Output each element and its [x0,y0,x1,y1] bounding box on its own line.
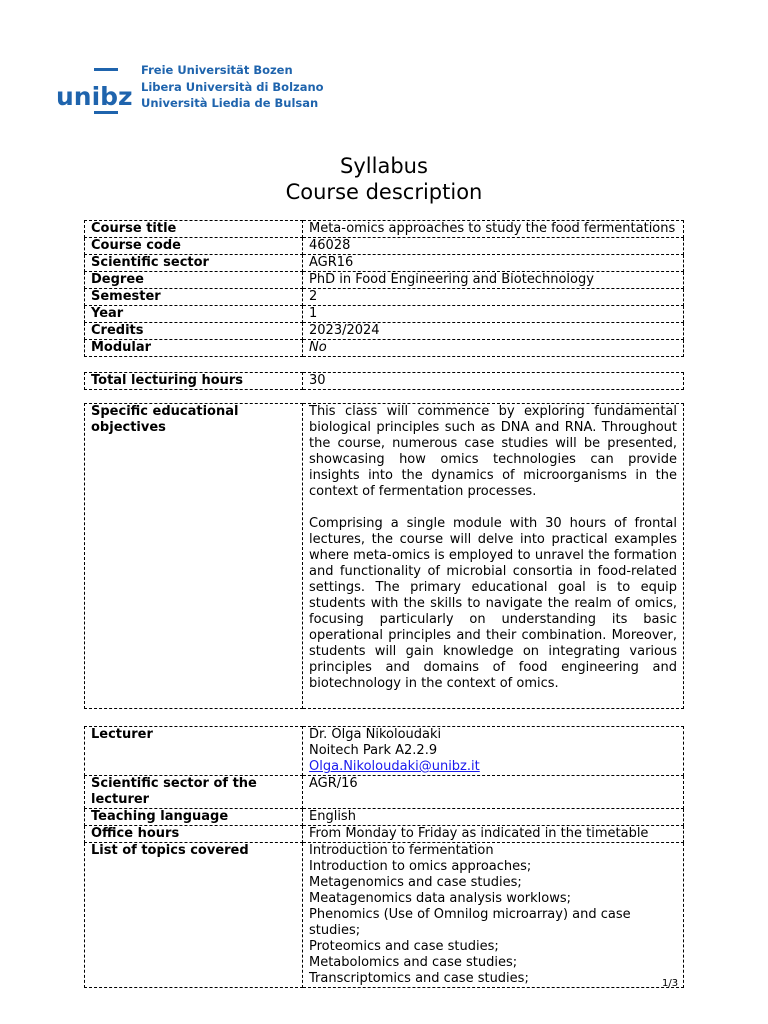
objectives-paragraph-1: This class will commence by exploring fundamental biological principles such as DNA and RNA. Throughout the course, numerous case studies will be presented, showcasing how omics technologies can provide insights into the dynamics of microorganisms in the context of fermentation processes. [309,404,677,499]
topic-item: Proteomics and case studies; [309,939,499,954]
table-row [85,727,684,776]
objectives-paragraph-2: Comprising a single module with 30 hours of frontal lectures, the course will delve into practical examples where meta-omics is employed to unravel the formation and functionality of microbial consortia in food-related settings. The primary educational goal is to equip students with the skills to navigate the realm of omics, focusing particularly on understanding its basic operational principles and their combination. Moreover, students will gain knowledge on integrating various principles and domains of food engineering and biotechnology in the context of omics. [309,516,677,691]
table-row [85,306,684,323]
course-code-value: 46028 [303,238,684,255]
table-row [85,340,684,357]
credits-value: 2023/2024 [303,323,684,340]
topic-item: Metagenomics and case studies; [309,875,522,890]
topics-list [303,843,684,988]
modular-label: Modular [85,340,303,357]
logo-bar-bottom [94,111,118,114]
topic-item: Metabolomics and case studies; [309,955,518,970]
objectives-table [84,403,684,709]
document-title: Syllabus [340,154,428,178]
scientific-sector-label: Scientific sector [85,255,303,272]
institution-name-lld: Università Liedia de Bulsan [141,96,319,110]
table-row [85,255,684,272]
lecturer-sector-value: AGR/16 [303,776,684,809]
lecturer-table [84,726,684,988]
lecturer-office: Noitech Park A2.2.9 [309,743,438,758]
teaching-language-label: Teaching language [85,809,303,826]
table-row [85,809,684,826]
office-hours-label: Office hours [85,826,303,843]
table-row [85,238,684,255]
lecturer-details [303,727,684,776]
institution-names [141,62,324,112]
logo-bar-top [94,68,118,71]
lecturer-label: Lecturer [85,727,303,776]
lecturer-name: Dr. Olga Nikoloudaki [309,727,442,742]
office-hours-value: From Monday to Friday as indicated in the timetable [303,826,684,843]
degree-label: Degree [85,272,303,289]
table-row [85,373,684,390]
table-row [85,289,684,306]
lecturer-sector-label: Scientific sector of the lecturer [85,776,303,809]
total-hours-label: Total lecturing hours [85,373,303,390]
course-title-label: Course title [85,221,303,238]
semester-label: Semester [85,289,303,306]
semester-value: 2 [303,289,684,306]
page-number: 1/3 [662,978,679,989]
table-row [85,843,684,988]
course-code-label: Course code [85,238,303,255]
objectives-label: Specific educational objectives [85,404,303,709]
course-title-value: Meta-omics approaches to study the food fermentations [303,221,684,238]
scientific-sector-value: AGR16 [303,255,684,272]
institution-name-it: Libera Università di Bolzano [141,79,324,94]
logo-mark [56,68,133,116]
topic-item: Meatagenomics data analysis worklows; [309,891,572,906]
modular-value: No [303,340,684,357]
table-row [85,826,684,843]
table-row [85,404,684,709]
year-value: 1 [303,306,684,323]
document-subtitle: Course description [285,180,483,204]
degree-value: PhD in Food Engineering and Biotechnology [303,272,684,289]
topic-item: Phenomics (Use of Omnilog microarray) and case studies; [309,907,631,938]
course-info-table [84,220,684,357]
table-row [85,323,684,340]
topics-label: List of topics covered [85,843,303,988]
teaching-language-value: English [303,809,684,826]
total-hours-value: 30 [303,373,684,390]
table-row [85,272,684,289]
credits-label: Credits [85,323,303,340]
logo-wordmark: unibz [56,82,133,111]
lecturer-email-link[interactable]: Olga.Nikoloudaki@unibz.it [309,759,480,774]
institution-name-de: Freie Universität Bozen [141,63,293,77]
hours-table [84,372,684,390]
objectives-content [303,404,684,709]
table-row [85,221,684,238]
topic-item: Transcriptomics and case studies; [309,971,529,986]
topic-item: Introduction to fermentation [309,843,494,858]
topic-item: Introduction to omics approaches; [309,859,532,874]
table-row [85,776,684,809]
year-label: Year [85,306,303,323]
